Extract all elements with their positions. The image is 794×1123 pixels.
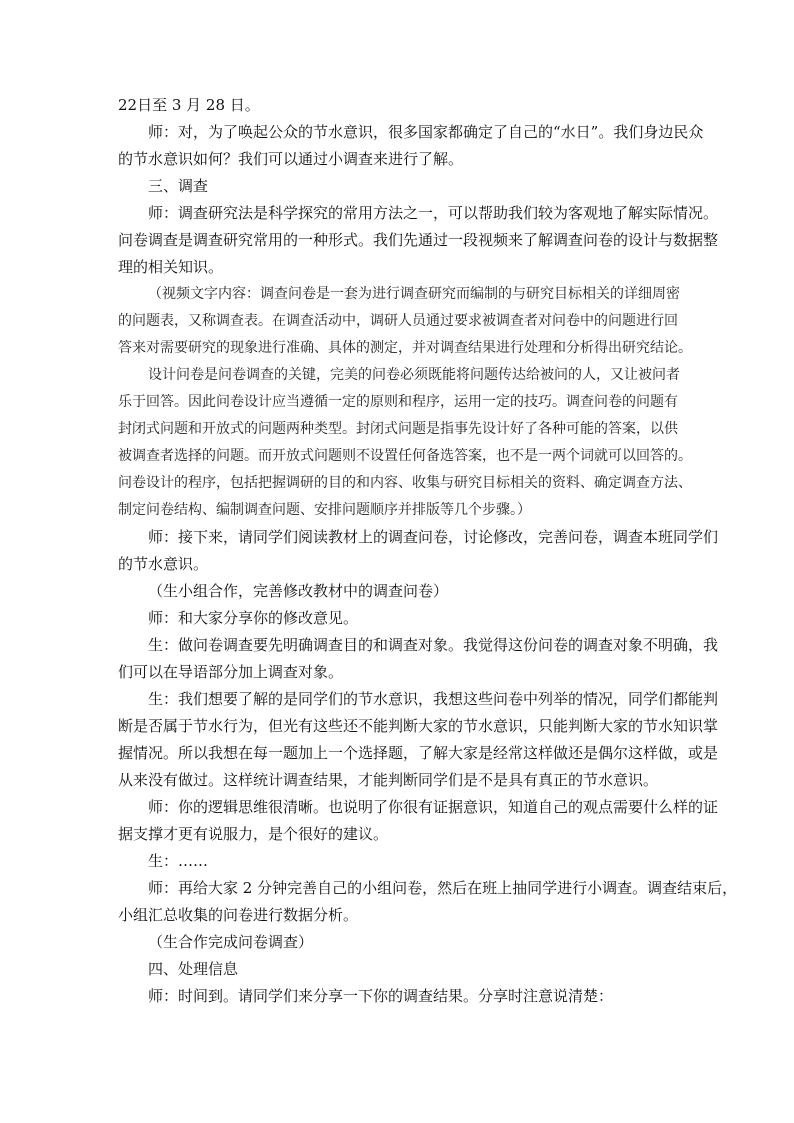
video-text-line: 设计问卷是问卷调查的关键，完美的问卷必须既能将问题传达给被问的人，又让被问者 xyxy=(148,367,680,383)
video-text-line: 答来对需要研究的现象进行准确、具体的测定，并对调查结果进行处理和分析得出研究结论。 xyxy=(118,340,692,356)
text-line: 小组汇总收集的问卷进行数据分析。 xyxy=(118,906,359,924)
text-line: 师：和大家分享你的修改意见。 xyxy=(148,609,359,627)
video-text-line: 的问题表，又称调查表。在调查活动中，调研人员通过要求被调查者对问卷中的问题进行回 xyxy=(118,313,678,329)
text-line: 生：…… xyxy=(148,852,209,870)
video-text-line: 问卷设计的程序，包括把握调研的目的和内容、收集与研究目标相关的资料、确定调查方法、 xyxy=(118,475,692,491)
video-text-line: 制定问卷结构、编制调查问题、安排问题顺序并排版等几个步骤。） xyxy=(118,502,531,518)
text-line: 们可以在导语部分加上调查对象。 xyxy=(118,663,344,681)
text-line: 据支撑才更有说服力，是个很好的建议。 xyxy=(118,825,389,843)
text-line: 从来没有做过。这样统计调查结果，才能判断同学们是不是具有真正的节水意识。 xyxy=(118,771,659,789)
text-line: 的节水意识。 xyxy=(118,555,209,573)
text-line: 的节水意识如何？我们可以通过小调查来进行了解。 xyxy=(118,150,464,168)
section-heading: 四、处理信息 xyxy=(148,960,239,978)
document-body xyxy=(118,92,738,1010)
text-line: 问卷调查是调查研究常用的一种形式。我们先通过一段视频来了解调查问卷的设计与数据整 xyxy=(118,231,719,249)
text-line: 师：再给大家 2 分钟完善自己的小组问卷，然后在班上抽同学进行小调查。调查结束后， xyxy=(148,879,738,897)
video-text-line: 乐于回答。因此问卷设计应当遵循一定的原则和程序，运用一定的技巧。调查问卷的问题有 xyxy=(118,394,678,410)
text-line: 师：对，为了唤起公众的节水意识，很多国家都确定了自己的“水日”。我们身边民众 xyxy=(148,123,704,141)
video-text-line: 封闭式问题和开放式的问题两种类型。封闭式问题是指事先设计好了各种可能的答案，以供 xyxy=(118,421,678,437)
section-heading: 三、调查 xyxy=(148,177,209,195)
text-line: （生合作完成问卷调查） xyxy=(148,933,314,951)
text-line: 握情况。所以我想在每一题加上一个选择题，了解大家是经常这样做还是偶尔这样做，或是 xyxy=(118,744,719,762)
text-line: 生：我们想要了解的是同学们的节水意识，我想这些问卷中列举的情况，同学们都能判 xyxy=(148,690,719,708)
text-line: 生：做问卷调查要先明确调查目的和调查对象。我觉得这份问卷的调查对象不明确，我 xyxy=(148,636,719,654)
text-line: 师：调查研究法是科学探究的常用方法之一，可以帮助我们较为客观地了解实际情况。 xyxy=(148,204,719,222)
text-line: 师：时间到。请同学们来分享一下你的调查结果。分享时注意说清楚： xyxy=(148,987,614,1005)
text-line: 22日至 3 月 28 日。 xyxy=(118,96,260,114)
video-text-line: 被调查者选择的问题。而开放式问题则不设置任何备选答案，也不是一两个词就可以回答的。 xyxy=(118,448,692,464)
text-line: 理的相关知识。 xyxy=(118,258,224,276)
video-transcript-block xyxy=(118,281,692,524)
text-line: （生小组合作，完善修改教材中的调查问卷） xyxy=(148,582,449,600)
video-text-line: （视频文字内容：调查问卷是一套为进行调查研究而编制的与研究目标相关的详细周密 xyxy=(148,286,680,302)
text-line: 师：你的逻辑思维很清晰。也说明了你很有证据意识，知道自己的观点需要什么样的证 xyxy=(148,798,719,816)
text-line: 师：接下来，请同学们阅读教材上的调查问卷，讨论修改，完善问卷，调查本班同学们 xyxy=(148,528,719,546)
text-line: 断是否属于节水行为，但光有这些还不能判断大家的节水意识，只能判断大家的节水知识掌 xyxy=(118,717,719,735)
